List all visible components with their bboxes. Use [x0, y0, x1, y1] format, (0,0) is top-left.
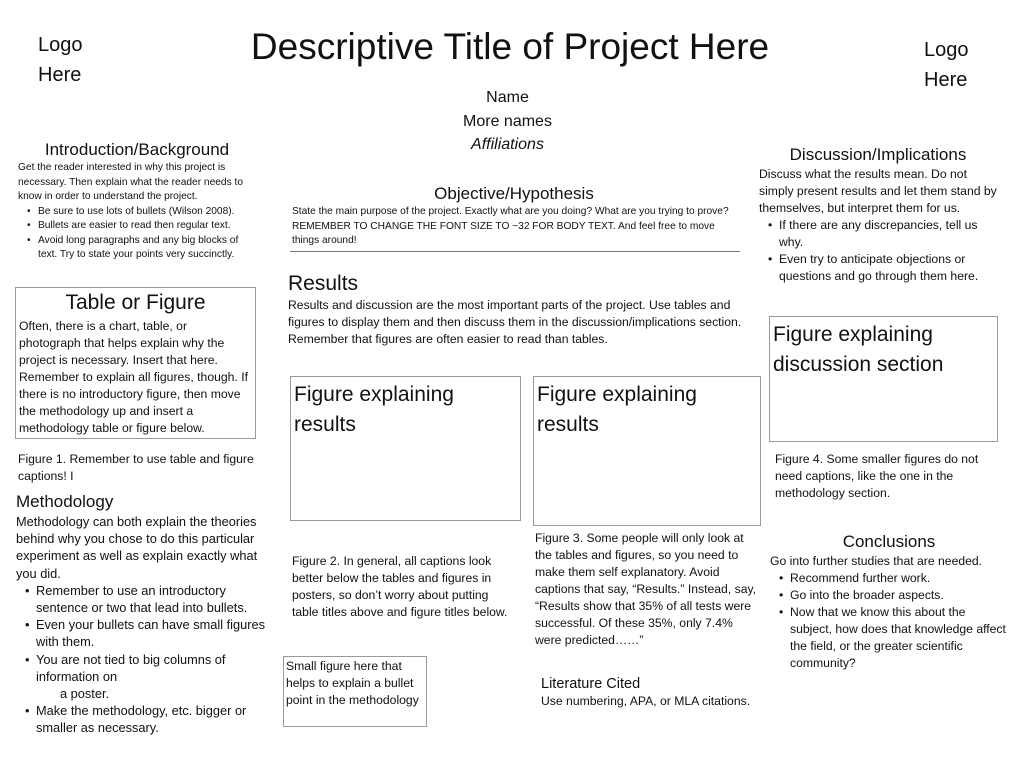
figure2-caption: Figure 2. In general, all captions look better below the tables and figures in posters, so don’t worry about putting table titles above and figure titles below. [292, 554, 508, 619]
logo-placeholder-left [38, 30, 83, 90]
conclusions-bullet: • Recommend further work. [770, 570, 1008, 587]
author-block [400, 86, 615, 157]
intro-text: Get the reader interested in why this project is necessary. Then explain what the reader needs to know in order to understand the project. [18, 162, 244, 202]
logo-left-line2: Here [38, 64, 82, 86]
figure3-box-text: Figure explaining results [537, 383, 697, 436]
methodology-bullet: • Even your bullets can have small figures with them. [16, 616, 274, 650]
intro-heading: Introduction/Background [44, 140, 230, 159]
small-figure-box: Small figure here that helps to explain a bullet point in the methodology [283, 656, 427, 727]
discussion-bullet: • If there are any discrepancies, tell us why. [759, 217, 997, 251]
figure2-box-text: Figure explaining results [294, 383, 454, 436]
discussion-bullet: • Even try to anticipate objections or questions and go through them here. [759, 251, 997, 285]
table-figure-text: Often, there is a chart, table, or photograph that helps explain why the project is necessary. Insert that here. Remember to explain all figures, though. If there is no introductory figure, then move the methodology up and insert a methodology table or figure below. [19, 319, 248, 435]
discussion-bullets [759, 217, 997, 285]
table-figure-heading: Table or Figure [65, 291, 206, 314]
intro-bullet: • Avoid long paragraphs and any big blocks of text. Try to state your points very succinctly. [18, 234, 256, 263]
literature-section [541, 675, 781, 710]
objective-text: State the main purpose of the project. Exactly what are you doing? What are you trying to prove? REMEMBER TO CHANGE THE FONT SIZE TO ~32 FOR BODY TEXT. And feel free to move things around! [292, 206, 729, 246]
figure3-caption: Figure 3. Some people will only look at the tables and figures, so you need to make them self explanatory. Avoid captions that say, “Results.” Instead, say, “Results show that 35% of all tests were successful. Of these 35%, only 7.4% were predicted……” [535, 531, 757, 647]
intro-section [18, 139, 256, 263]
logo-right-line2: Here [924, 69, 968, 91]
literature-heading: Literature Cited [541, 676, 641, 692]
intro-bullet: • Bullets are easier to read then regular text. [18, 219, 256, 234]
methodology-bullet: • Remember to use an introductory sentence or two that lead into bullets. [16, 582, 274, 616]
objective-divider [290, 251, 740, 252]
logo-right-line1: Logo [924, 39, 969, 61]
methodology-bullet [16, 651, 274, 703]
logo-placeholder-right [924, 35, 969, 95]
conclusions-bullet: • Go into the broader aspects. [770, 587, 1008, 604]
results-heading: Results [288, 272, 359, 295]
figure2-box [290, 376, 521, 521]
intro-bullet: • Be sure to use lots of bullets (Wilson 2008). [18, 205, 256, 220]
figure3-box [533, 376, 761, 526]
poster-title: Descriptive Title of Project Here [250, 26, 770, 67]
discussion-section [759, 144, 997, 285]
objective-section [292, 183, 736, 249]
figure4-box [769, 316, 998, 442]
methodology-bullet: • Make the methodology, etc. bigger or smaller as necessary. [16, 702, 274, 736]
conclusions-heading: Conclusions [842, 532, 936, 551]
author-more-names: More names [463, 112, 552, 130]
methodology-text: Methodology can both explain the theories behind why you chose to do this particular experiment as well as explain exactly what you did. [16, 514, 258, 581]
author-name: Name [486, 89, 529, 106]
conclusions-section [770, 531, 1008, 672]
discussion-text: Discuss what the results mean. Do not simply present results and let them stand by themselves, but interpret them for us. [759, 167, 997, 215]
methodology-bullet-text: You are not tied to big columns of information on [36, 651, 226, 684]
author-affiliations: Affiliations [471, 136, 544, 153]
conclusions-bullet: • Now that we know this about the subject, how does that knowledge affect the field, or the greater scientific community? [770, 604, 1008, 672]
objective-heading: Objective/Hypothesis [434, 184, 594, 203]
literature-text: Use numbering, APA, or MLA citations. [541, 694, 751, 708]
table-figure-box [15, 287, 256, 439]
figure1-caption: Figure 1. Remember to use table and figure captions! I [18, 452, 254, 483]
methodology-bullet-continuation: a poster. [60, 686, 110, 702]
methodology-heading: Methodology [16, 492, 114, 511]
results-text: Results and discussion are the most important parts of the project. Use tables and figures to display them and then discuss them in the discussion/implications section. Remember that figures are often easier to read than tables. [288, 298, 742, 346]
figure4-box-text: Figure explaining discussion section [773, 323, 944, 376]
results-section [288, 271, 758, 348]
figure4-caption: Figure 4. Some smaller figures do not need captions, like the one in the methodology section. [775, 452, 979, 500]
methodology-bullets [16, 582, 274, 737]
conclusions-text: Go into further studies that are needed. [770, 554, 983, 568]
conclusions-bullets [770, 570, 1008, 672]
discussion-heading: Discussion/Implications [789, 145, 967, 164]
methodology-section [16, 491, 274, 737]
logo-left-line1: Logo [38, 34, 83, 56]
intro-bullets [18, 205, 256, 263]
